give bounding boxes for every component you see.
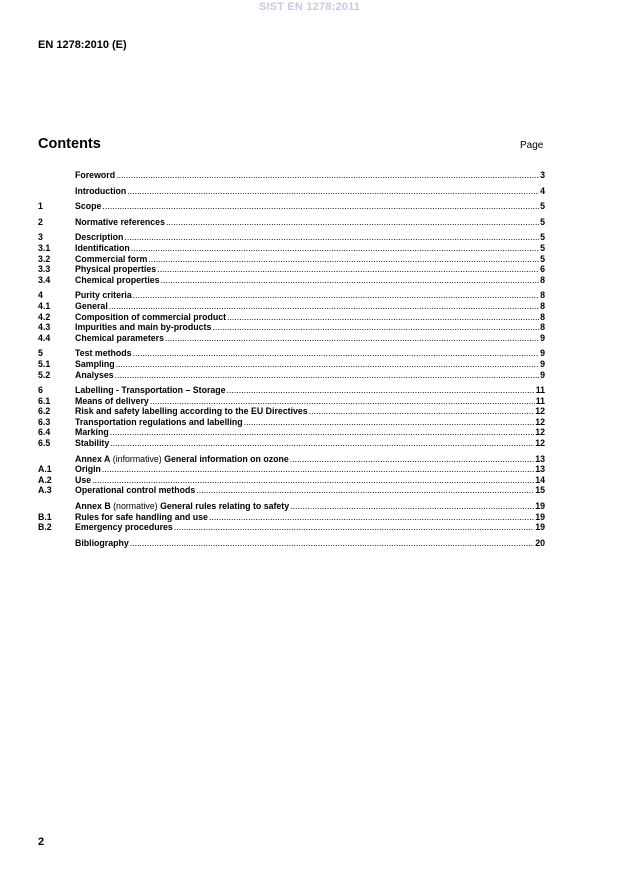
toc-entry-number: 6 [38,385,43,396]
dot-leader [133,348,540,359]
toc-entry[interactable] [38,170,545,181]
toc-entry-title: Rules for safe handling and use [75,511,208,522]
toc-entry-number: 6.2 [38,406,51,417]
toc-entry[interactable] [38,301,545,312]
toc-entry[interactable] [38,359,545,370]
toc-entry[interactable] [38,333,545,344]
toc-entry-page: 12 [535,438,545,449]
toc-entry-title: Physical properties [75,264,157,275]
dot-leader [115,370,539,381]
dot-leader [116,359,540,370]
toc-entry-page: 4 [540,185,545,196]
toc-entry-title-rest: General rules relating to safety [160,501,290,512]
toc-entry-title: Description [75,232,124,243]
toc-entry-page: 12 [535,427,545,438]
toc-entry-page: 6 [540,264,545,275]
dot-leader [209,512,534,523]
toc-entry[interactable] [38,385,545,396]
toc-entry-page: 8 [540,300,545,311]
toc-entry-title: Bibliography [75,537,129,548]
toc-entry-page: 12 [535,406,545,417]
toc-entry-title: Risk and safety labelling according to the EU Directives [75,406,308,417]
toc-entry-title [75,454,289,465]
dot-leader [110,438,534,449]
toc-entry-page: 5 [540,201,545,212]
toc-entry[interactable] [38,427,545,438]
toc-entry-page: 15 [535,485,545,496]
toc-entry-title: Identification [75,242,130,253]
toc-entry-page: 8 [540,311,545,322]
toc-entry-title: Chemical parameters [75,332,164,343]
toc-entry-number: B.1 [38,511,52,522]
toc-entry[interactable] [38,201,545,212]
dot-leader [166,217,539,228]
toc-entry[interactable] [38,464,545,475]
toc-entry-number: A.3 [38,485,52,496]
toc-entry-title: Introduction [75,185,127,196]
toc-entry-page: 9 [540,358,545,369]
toc-group [38,454,545,496]
dot-leader [131,243,539,254]
dot-leader [309,406,535,417]
toc-entry-title: Composition of commercial product [75,311,227,322]
dot-leader [165,333,539,344]
toc-entry-page: 8 [540,322,545,333]
toc-entry-title: Marking [75,427,109,438]
toc-entry[interactable] [38,501,545,512]
toc-entry-page: 11 [535,385,545,396]
toc-entry-title: Stability [75,438,110,449]
toc-group [38,170,545,181]
toc-entry-title-rest: General information on ozone [164,453,289,464]
toc-entry-number: 4 [38,290,43,301]
toc-entry-number: B.2 [38,522,52,533]
toc-entry-title: Means of delivery [75,395,149,406]
toc-entry-number: 1 [38,201,43,212]
dot-leader [102,464,534,475]
toc-group [38,217,545,228]
dot-leader [196,485,534,496]
document-id: EN 1278:2010 (E) [38,39,127,51]
toc-entry-number: 6.1 [38,395,51,406]
toc-group [38,232,545,285]
toc-entry-title: Impurities and main by-products [75,322,212,333]
toc-entry-title: Foreword [75,170,116,180]
dot-leader [133,290,539,301]
toc-entry-title: Sampling [75,358,115,369]
toc-entry-page: 19 [535,522,545,533]
toc-entry[interactable] [38,243,545,254]
dot-leader [174,522,534,533]
toc-entry-number: 6.4 [38,427,51,438]
toc-entry[interactable] [38,322,545,333]
dot-leader [161,275,540,286]
toc-entry-page: 9 [540,369,545,380]
toc-entry-number: 4.4 [38,332,51,343]
toc-entry[interactable] [38,217,545,228]
toc-entry-number: 2 [38,216,43,227]
toc-entry-title: Test methods [75,348,132,359]
toc-entry-page: 5 [540,253,545,264]
toc-entry[interactable] [38,264,545,275]
toc-entry-title: Use [75,474,92,485]
toc-entry-title [75,501,289,512]
toc-entry-page: 5 [540,216,545,227]
toc-entry[interactable] [38,312,545,323]
contents-title: Contents [38,136,101,152]
toc-entry-title-label: Annex B [75,501,111,512]
toc-entry-title: Transportation regulations and labelling [75,416,243,427]
toc-entry[interactable] [38,475,545,486]
toc-entry-page: 5 [540,242,545,253]
toc-entry-title: Operational control methods [75,485,196,496]
toc-entry-number: A.2 [38,474,52,485]
toc-entry[interactable] [38,186,545,197]
dot-leader [150,396,535,407]
toc-entry-number: 3.1 [38,242,51,253]
toc-entry-number: 5.1 [38,358,51,369]
toc-entry[interactable] [38,254,545,265]
toc-entry-number: A.1 [38,464,52,475]
dot-leader [212,322,539,333]
toc-entry-page: 9 [540,332,545,343]
toc-entry-title: Commercial form [75,253,148,264]
toc-entry-number: 3 [38,232,43,243]
toc-entry-title: Scope [75,201,102,212]
toc-group [38,348,545,380]
toc-entry-title: Normative references [75,216,165,227]
toc-entry[interactable] [38,348,545,359]
toc-entry[interactable] [38,538,545,549]
toc-entry-page: 19 [535,501,545,512]
toc-entry-title: General [75,300,108,311]
toc-entry-page: 3 [540,170,545,180]
dot-leader [148,254,539,265]
dot-leader [102,201,539,212]
toc-entry[interactable] [38,232,545,243]
dot-leader [127,186,539,197]
toc-entry-page: 14 [535,474,545,485]
toc-entry-number: 6.3 [38,416,51,427]
toc-group [38,290,545,343]
dot-leader [116,170,539,181]
table-of-contents [38,170,545,553]
toc-entry[interactable] [38,485,545,496]
dot-leader [110,427,534,438]
toc-entry-number: 4.3 [38,322,51,333]
dot-leader [109,301,539,312]
toc-entry-page: 9 [540,348,545,359]
toc-group [38,385,545,449]
toc-entry-title: Purity criteria [75,290,132,301]
dot-leader [227,385,535,396]
dot-leader [157,264,539,275]
toc-entry-page: 19 [535,511,545,522]
toc-group [38,201,545,212]
toc-entry-number: 4.2 [38,311,51,322]
toc-entry-number: 3.4 [38,274,51,285]
toc-entry-number: 5.2 [38,369,51,380]
toc-entry-annex-note: (normative) [110,501,161,512]
toc-entry-annex-note: (informative) [110,453,165,464]
dot-leader [130,538,534,549]
dot-leader [92,475,534,486]
dot-leader [244,417,535,428]
toc-group [38,186,545,197]
toc-entry[interactable] [38,290,545,301]
toc-entry-page: 13 [535,453,545,464]
dot-leader [290,501,534,512]
toc-entry-number: 4.1 [38,300,51,311]
dot-leader [227,312,539,323]
toc-entry-title: Origin [75,464,101,475]
toc-entry-page: 13 [535,464,545,475]
toc-entry-page: 12 [535,416,545,427]
toc-entry-page: 8 [540,290,545,301]
toc-entry[interactable] [38,370,545,381]
toc-entry-title-label: Annex A [75,453,111,464]
toc-entry[interactable] [38,512,545,523]
toc-entry-title: Labelling - Transportation – Storage [75,385,226,396]
dot-leader [290,454,534,465]
toc-entry[interactable] [38,406,545,417]
toc-entry[interactable] [38,417,545,428]
toc-entry[interactable] [38,522,545,533]
toc-entry[interactable] [38,438,545,449]
page-number: 2 [38,836,45,848]
toc-entry-title: Chemical properties [75,274,160,285]
watermark: SIST EN 1278:2011 [258,1,361,13]
toc-entry-number: 3.2 [38,253,51,264]
toc-entry-page: 8 [540,274,545,285]
dot-leader [124,232,539,243]
toc-entry-page: 20 [535,537,545,548]
toc-entry-number: 5 [38,348,43,359]
toc-group [38,538,545,549]
toc-entry-number: 3.3 [38,264,51,275]
toc-entry[interactable] [38,396,545,407]
toc-entry-page: 5 [540,232,545,243]
toc-entry-title: Emergency procedures [75,522,173,533]
toc-group [38,501,545,533]
page-column-header: Page [520,140,544,151]
toc-entry-title: Analyses [75,369,114,380]
toc-entry-number: 6.5 [38,438,51,449]
toc-entry-page: 11 [535,395,545,406]
toc-entry[interactable] [38,454,545,465]
toc-entry[interactable] [38,275,545,286]
